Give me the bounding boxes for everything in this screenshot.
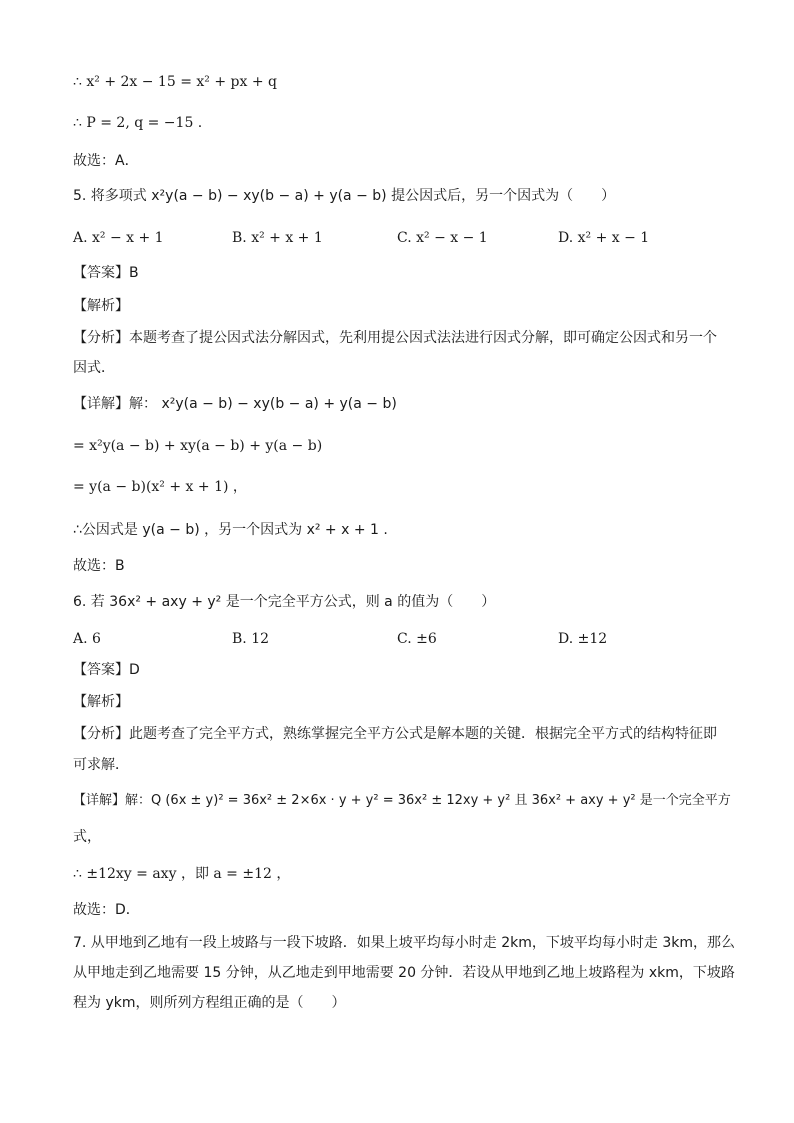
question-7: 从甲地走到乙地需要 15 分钟，从乙地走到甲地需要 20 分钟．若设从甲地到乙地上坡路程为 xkm，下坡路 (73, 965, 735, 981)
option-d: D. ±12 (558, 631, 608, 647)
solution-line: ∴ P = 2, q = −15 . (73, 115, 203, 131)
analysis-text: 可求解． (73, 757, 129, 773)
answer-choice-line: 故选：A． (73, 153, 139, 169)
analysis-text: 【分析】此题考查了完全平方式，熟练掌握完全平方公式是解本题的关键．根据完全平方式的结构特征即 (73, 726, 717, 742)
analysis-label: 【解析】 (73, 298, 129, 314)
option-a: A. 6 (73, 631, 101, 647)
analysis-text: 【分析】本题考查了提公因式法分解因式，先利用提公因式法法进行因式分解，即可确定公因式和另一个 (73, 330, 717, 346)
analysis-label: 【解析】 (73, 694, 129, 710)
detail-solution: 【详解】解： x²y(a − b) − xy(b − a) + y(a − b) (73, 396, 397, 412)
answer-choice-line: 故选：B (73, 558, 125, 574)
option-d: D. x² + x − 1 (558, 230, 650, 246)
solution-step: ∴ ±12xy = axy ，即 a = ±12 ， (73, 866, 291, 882)
question-5: 5. 将多项式 x²y(a − b) − xy(b − a) + y(a − b) 提公因式后，另一个因式为（ ） (73, 188, 616, 204)
solution-step: = y(a − b)(x² + x + 1) ， (73, 479, 247, 495)
answer-label: 【答案】D (73, 662, 140, 678)
solution-step: = x²y(a − b) + xy(a − b) + y(a − b) (73, 438, 323, 454)
solution-line: ∴ x² + 2x − 15 = x² + px + q (73, 74, 277, 90)
answer-choice-line: 故选：D． (73, 902, 140, 918)
question-7: 程为 ykm，则所列方程组正确的是（ ） (73, 995, 346, 1011)
option-b: B. 12 (232, 631, 270, 647)
question-6: 6. 若 36x² + axy + y² 是一个完全平方公式，则 a 的值为（ ） (73, 594, 496, 610)
analysis-text: 因式． (73, 360, 115, 376)
detail-solution: 式， (73, 829, 101, 845)
option-b: B. x² + x + 1 (232, 230, 323, 246)
answer-label: 【答案】B (73, 265, 139, 281)
detail-solution: 【详解】解：Q (6x ± y)² = 36x² ± 2×6x · y + y² = 36x² ± 12xy + y² 且 36x² + axy + y² 是一个完全平方 (73, 793, 731, 808)
option-c: C. ±6 (397, 631, 437, 647)
question-7: 7. 从甲地到乙地有一段上坡路与一段下坡路．如果上坡平均每小时走 2km，下坡平均每小时走 3km，那么 (73, 935, 736, 951)
option-a: A. x² − x + 1 (73, 230, 164, 246)
solution-conclusion: ∴公因式是 y(a − b) ，另一个因式为 x² + x + 1 . (73, 522, 388, 538)
option-c: C. x² − x − 1 (397, 230, 488, 246)
